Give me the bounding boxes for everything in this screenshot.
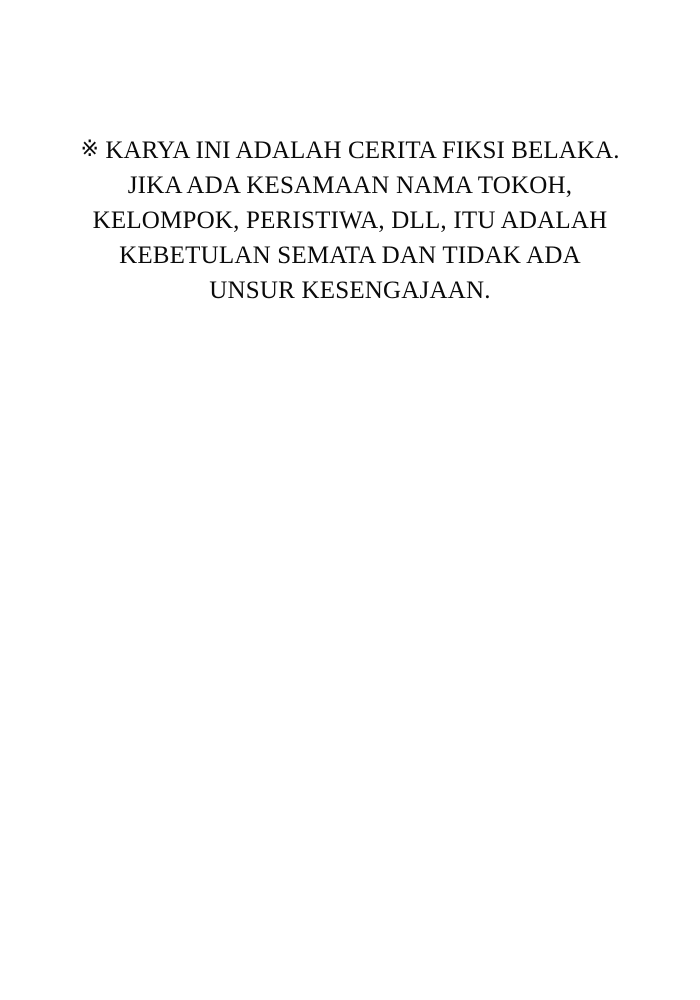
- disclaimer-line-5: UNSUR KESENGAJAAN.: [209, 277, 491, 304]
- disclaimer-line-4: KEBETULAN SEMATA DAN TIDAK ADA: [119, 242, 581, 269]
- disclaimer-line-1: [40, 132, 660, 168]
- reference-mark-icon: ※: [80, 137, 99, 162]
- disclaimer-notice: [0, 132, 700, 308]
- disclaimer-line-2: JIKA ADA KESAMAAN NAMA TOKOH,: [127, 172, 573, 199]
- disclaimer-line-3: KELOMPOK, PERISTIWA, DLL, ITU ADALAH: [92, 207, 608, 234]
- disclaimer-line-1-text: KARYA INI ADALAH CERITA FIKSI BELAKA.: [105, 137, 620, 164]
